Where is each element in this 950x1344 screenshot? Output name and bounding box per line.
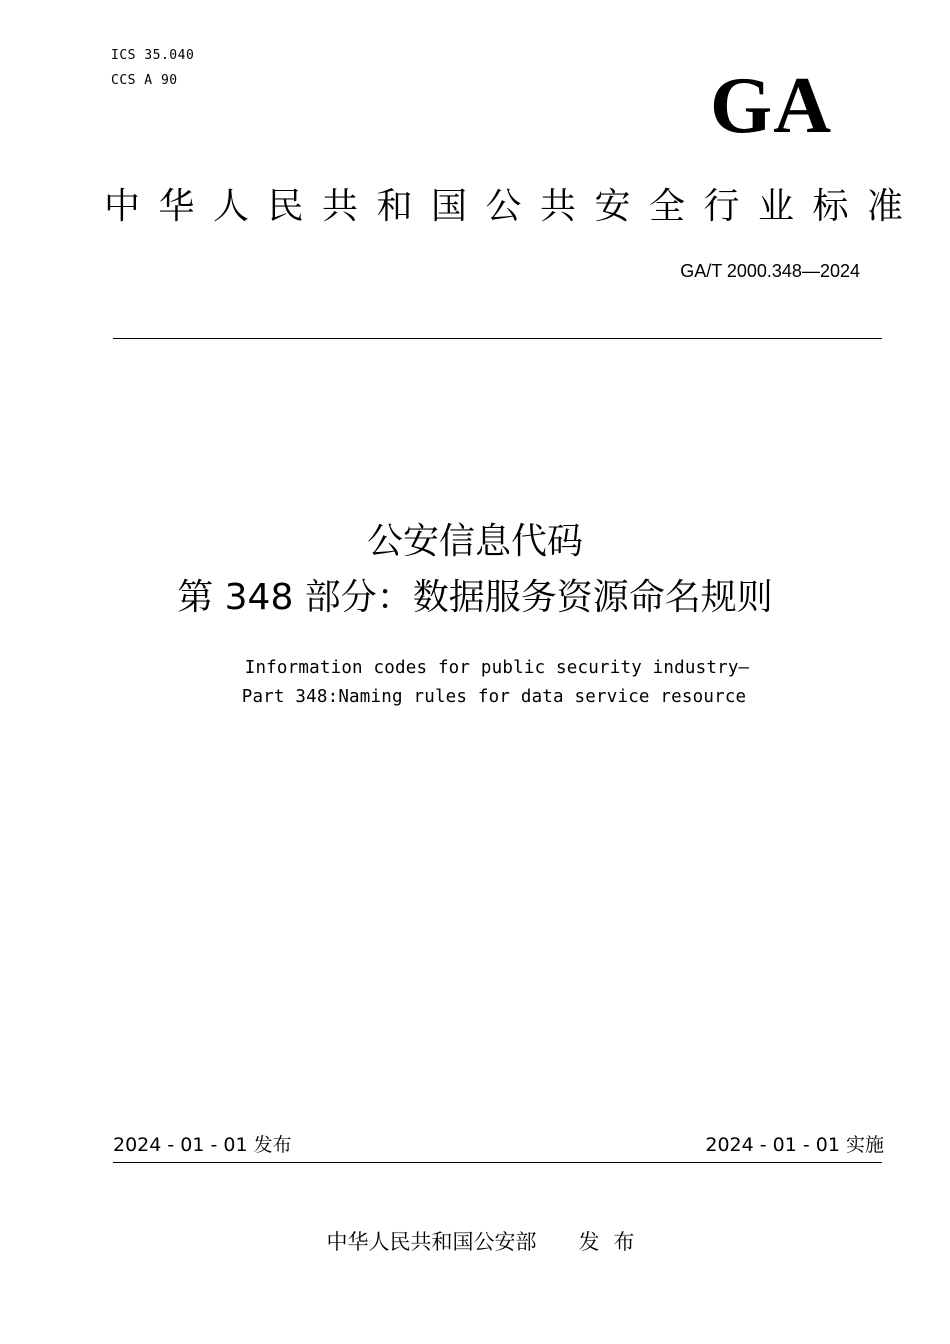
title-en-line-2: Part 348:Naming rules for data service resource: [241, 687, 747, 707]
publisher-line: [0, 1227, 950, 1257]
publisher-action: 发布: [578, 1230, 649, 1254]
title-cn-line-1: 公安信息代码: [366, 521, 583, 562]
top-divider: [113, 338, 882, 339]
title-cn-line-2: 第 348 部分：数据服务资源命名规则: [177, 577, 773, 618]
implementation-date: 2024 - 01 - 01 实施: [705, 1134, 884, 1156]
bottom-divider: [113, 1162, 882, 1163]
publisher-organization: 中华人民共和国公安部: [326, 1230, 537, 1254]
ga-logo: GA: [710, 62, 832, 150]
ccs-code: CCS A 90: [111, 73, 178, 88]
issue-date: 2024 - 01 - 01 发布: [113, 1134, 292, 1156]
standard-type-heading: 中华人民共和国公共安全行业标准: [104, 186, 922, 227]
ics-code: ICS 35.040: [111, 48, 195, 63]
title-en-line-1: Information codes for public security industry—: [244, 658, 750, 678]
standard-number: GA/T 2000.348—2024: [680, 261, 860, 281]
